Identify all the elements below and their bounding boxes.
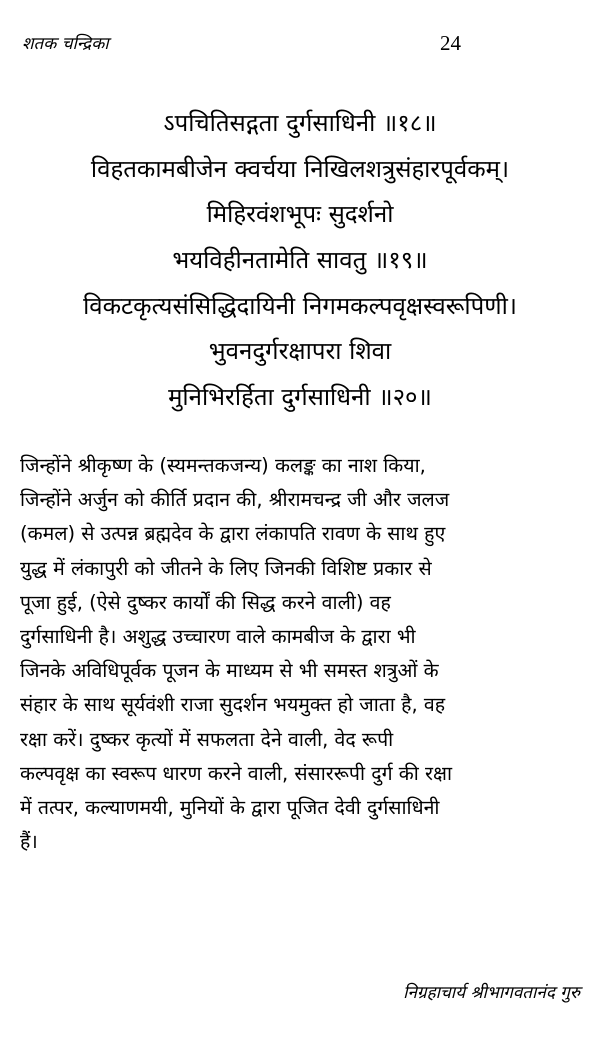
commentary-line: जिनके अविधिपूर्वक पूजन के माध्यम से भी समस्त शत्रुओं के [20, 659, 439, 683]
commentary-line: पूजा हुई, (ऐसे दुष्कर कार्यों की सिद्ध करने वाली) वह [20, 590, 391, 614]
commentary-line: (कमल) से उत्पन्न ब्रह्मदेव के द्वारा लंकापति रावण के साथ हुए [20, 522, 446, 546]
commentary-line: दुर्गसाधिनी है। अशुद्ध उच्चारण वाले कामबीज के द्वारा भी [20, 624, 416, 648]
verse-line: भुवनदुर्गरक्षापरा शिवा [208, 337, 392, 366]
commentary-line: जिन्होंने श्रीकृष्ण के (स्यमन्तकजन्य) कलङ्क का नाश किया, [20, 454, 426, 477]
commentary-line: रक्षा करें। दुष्कर कृत्यों में सफलता देने वाली, वेद रूपी [20, 727, 394, 751]
verse-line: विहतकामबीजेन क्वर्चया निखिलशत्रुसंहारपूर्वकम्। [90, 154, 510, 183]
commentary-line: जिन्होंने अर्जुन को कीर्ति प्रदान की, श्रीरामचन्द्र जी और जलज [20, 488, 450, 512]
sanskrit-verses [0, 101, 600, 421]
verse-line: भयविहीनतामेति सावतु ॥१९॥ [172, 246, 428, 275]
author-footer: निग्रहाचार्य श्रीभागवतानंद गुरु [403, 983, 580, 1003]
verse-line: मिहिरवंशभूपः सुदर्शनो [206, 200, 394, 229]
commentary-line: संहार के साथ सूर्यवंशी राजा सुदर्शन भयमुक्त हो जाता है, वह [20, 693, 446, 717]
verse-line: विकटकृत्यसंसिद्धिदायिनी निगमकल्पवृक्षस्वरूपिणी। [83, 291, 517, 320]
running-header-title: शतक चन्द्रिका [22, 34, 109, 54]
commentary-line: में तत्पर, कल्याणमयी, मुनियों के द्वारा पूजित देवी दुर्गसाधिनी [20, 795, 440, 819]
verse-line: मुनिभिरर्हिता दुर्गसाधिनी ॥२०॥ [168, 383, 432, 412]
commentary-line: युद्ध में लंकापुरी को जीतने के लिए जिनकी विशिष्ट प्रकार से [20, 556, 432, 580]
hindi-commentary [20, 449, 590, 859]
verse-line: ऽपचितिसद्गता दुर्गसाधिनी ॥१८॥ [163, 109, 437, 137]
page-number: 24 [440, 31, 461, 55]
commentary-line: कल्पवृक्ष का स्वरूप धारण करने वाली, संसाररूपी दुर्ग की रक्षा [20, 761, 452, 785]
commentary-line: हैं। [20, 830, 38, 854]
